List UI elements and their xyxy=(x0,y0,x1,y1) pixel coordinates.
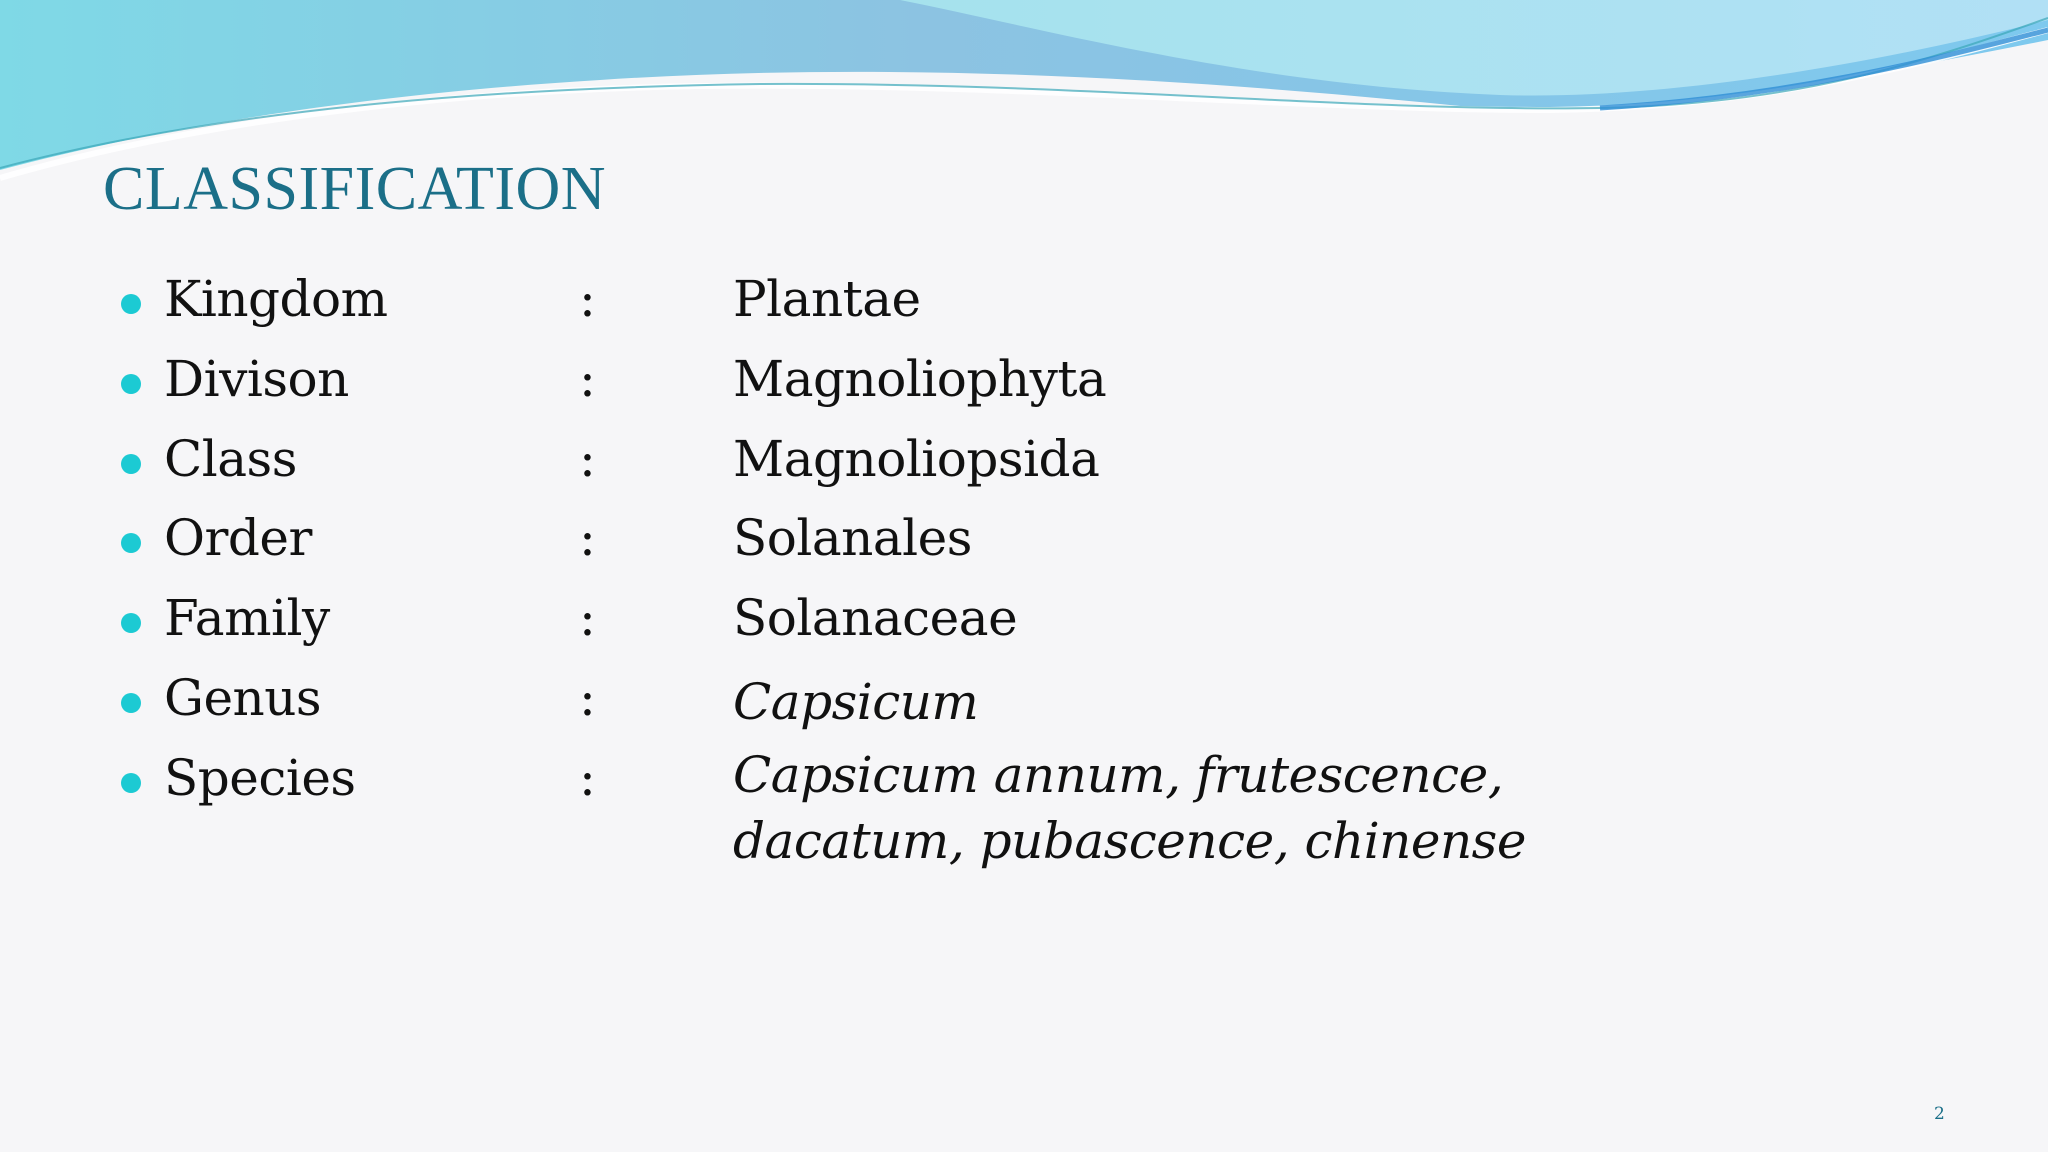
separator: : xyxy=(579,509,596,567)
rank-label: Divison xyxy=(164,350,349,408)
taxon-value: Magnoliopsida xyxy=(733,430,1100,488)
bullet-icon xyxy=(121,613,141,633)
separator: : xyxy=(579,350,596,408)
separator: : xyxy=(579,430,596,488)
taxon-value: Magnoliophyta xyxy=(733,350,1107,408)
bullet-icon xyxy=(121,454,141,474)
list-item xyxy=(0,665,2048,745)
taxon-value: Solanales xyxy=(733,509,972,567)
list-item xyxy=(0,266,2048,346)
separator: : xyxy=(579,589,596,647)
slide-title: CLASSIFICATION xyxy=(103,155,607,223)
rank-label: Kingdom xyxy=(164,270,388,328)
list-item xyxy=(0,426,2048,506)
page-number: 2 xyxy=(1934,1104,1945,1124)
taxon-value: Plantae xyxy=(733,270,921,328)
separator: : xyxy=(579,669,596,727)
list-item xyxy=(0,585,2048,665)
rank-label: Order xyxy=(164,509,312,567)
taxon-value: Capsicum xyxy=(733,673,979,731)
rank-label: Species xyxy=(164,749,356,807)
list-item xyxy=(0,346,2048,426)
bullet-icon xyxy=(121,773,141,793)
bullet-icon xyxy=(121,294,141,314)
rank-label: Family xyxy=(164,589,330,647)
bullet-icon xyxy=(121,533,141,553)
list-item xyxy=(0,745,2048,885)
taxon-value: Capsicum annum, frutescence, dacatum, pubascence, chinense xyxy=(733,746,1526,870)
separator: : xyxy=(579,270,596,328)
rank-label: Genus xyxy=(164,669,322,727)
separator: : xyxy=(579,749,596,807)
rank-label: Class xyxy=(164,430,297,488)
taxon-value: Solanaceae xyxy=(733,589,1018,647)
bullet-icon xyxy=(121,693,141,713)
list-item xyxy=(0,505,2048,585)
bullet-icon xyxy=(121,374,141,394)
